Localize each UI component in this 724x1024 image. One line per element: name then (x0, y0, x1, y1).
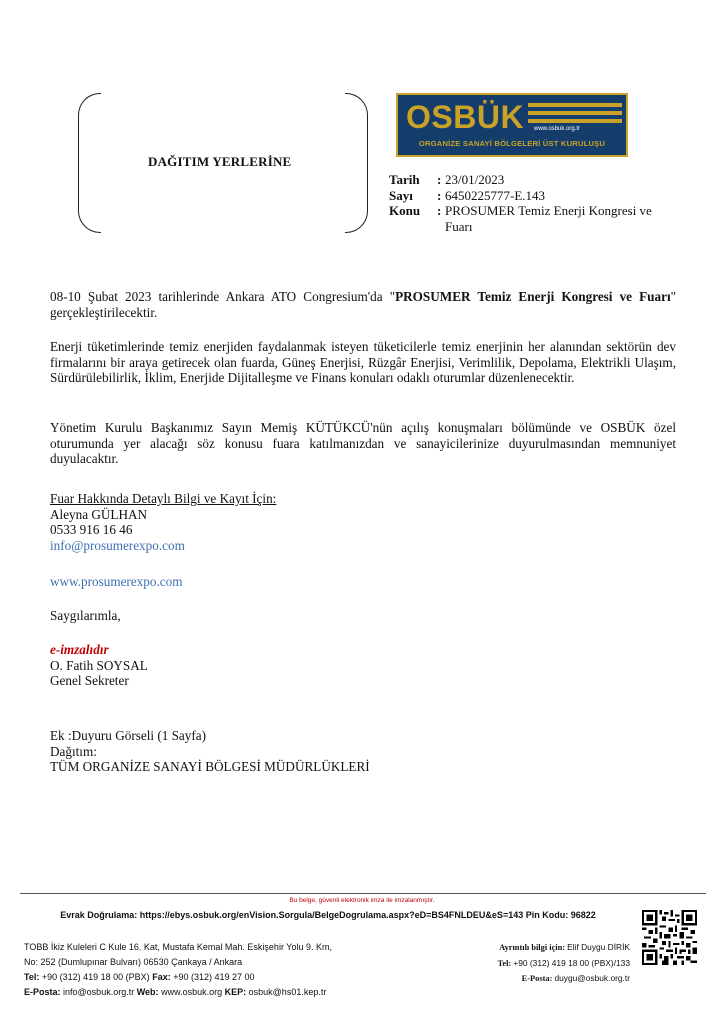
meta-date-row: Tarih : 23/01/2023 (389, 172, 677, 188)
logo-stripe (528, 111, 622, 115)
logo-word: OSBÜK (406, 99, 525, 135)
distribution-label: Dağıtım: (50, 743, 97, 759)
logo-url: www.osbuk.org.tr (534, 126, 581, 132)
address-bracket-left (78, 93, 101, 233)
document-verification: Evrak Doğrulama: https://ebys.osbuk.org/enVision.Sorgula/BelgeDogrulama.aspx?eD=BS4FNLDEU&eS=143 Pin Kodu: 96822 (60, 910, 596, 920)
info-person-line: Ayrıntılı bilgi için: Elif Duygu DİRİK (499, 942, 630, 952)
website-link[interactable]: www.prosumerexpo.com (50, 574, 183, 589)
footer-contact-person (420, 940, 630, 987)
email-web-kep-line: E-Posta: info@osbuk.org.tr Web: www.osbuk.org KEP: osbuk@hs01.kep.tr (24, 987, 327, 997)
paragraph-1: 08-10 Şubat 2023 tarihlerinde Ankara ATO Congresium'da "PROSUMER Temiz Enerji Kongresi ve Fuarı" gerçekleştirilecektir. (50, 289, 677, 320)
qr-code-icon (642, 910, 697, 965)
recipient: DAĞITIM YERLERİNE (148, 154, 292, 169)
footer-address (24, 940, 444, 1000)
footer-kep[interactable]: osbuk@hs01.kep.tr (248, 987, 327, 997)
footer-web[interactable]: www.osbuk.org (161, 987, 223, 997)
contact-phone: 0533 916 16 46 (50, 522, 133, 538)
e-signature-mark: e-imzalıdır (50, 642, 109, 657)
meta-number: 6450225777-E.143 (445, 187, 546, 203)
footer-divider (20, 893, 706, 894)
footer-email[interactable]: info@osbuk.org.tr (63, 987, 135, 997)
address-line-2: No: 252 (Dumlupınar Bulvarı) 06530 Çankaya / Ankara (24, 957, 243, 967)
logo-stripe (528, 119, 622, 123)
attachment: Ek :Duyuru Görseli (1 Sayfa) (50, 728, 207, 743)
contact-heading: Fuar Hakkında Detaylı Bilgi ve Kayıt İçin: (50, 491, 277, 506)
event-name: PROSUMER Temiz Enerji Kongresi ve Fuarı (395, 289, 671, 304)
meta-number-label: Sayı (389, 187, 413, 203)
meta-subject-label: Konu (389, 203, 421, 218)
e-signature-note: Bu belge, güvenli elektronik imza ile imzalanmıştır. (289, 897, 435, 904)
attachments-block (50, 728, 676, 775)
meta-number-row: Sayı : 6450225777-E.143 (389, 188, 677, 204)
info-tel-line: Tel: +90 (312) 419 18 00 (PBX)/133 (497, 957, 630, 968)
signatory-name: O. Fatih SOYSAL (50, 657, 148, 673)
paragraph-2: Enerji tüketimlerinde temiz enerjiden faydalanmak isteyen tüketicilerle temiz enerjinin her alanından sektörün dev firmalarını bir araya getirecek olan fuarda, Güneş Enerjisi, Rüzgâr Enerjisi, Verimlilik, Depolama, Elektrikli Ulaşım, Sürdürülebilirlik, İklim, Enerjide Dijitalleşme ve Finans konuları odaklı oturumlar düzenlenecektir. (50, 339, 676, 386)
signatory-title: Genel Sekreter (50, 673, 129, 689)
osbuk-logo (396, 93, 628, 157)
logo-stripe (528, 103, 622, 107)
signature-block (50, 642, 676, 689)
meta-date-label: Tarih (389, 172, 420, 187)
info-email-line: E-Posta: duygu@osbuk.org.tr (521, 973, 630, 983)
closing: Saygılarımla, (50, 608, 121, 623)
distribution: TÜM ORGANİZE SANAYİ BÖLGESİ MÜDÜRLÜKLERİ (50, 759, 370, 775)
contact-email-link[interactable]: info@prosumerexpo.com (50, 537, 185, 553)
paragraph-3: Yönetim Kurulu Başkanımız Sayın Memiş KÜTÜKCÜ'nün açılış konuşmaları bölümünde ve OSBÜK özel oturumunda yer alacağı söz konusu fuara katılmanızdan ve sanayicilerinize duyurulmasından memnuniyet duyulacaktır. (50, 420, 676, 467)
document-meta (389, 172, 677, 234)
logo-subtitle: ORGANİZE SANAYİ BÖLGELERİ ÜST KURULUŞU (418, 139, 606, 148)
address-line-1: TOBB İkiz Kuleleri C Kule 16. Kat, Mustafa Kemal Mah. Eskişehir Yolu 9. Km, (24, 942, 332, 952)
contact-name: Aleyna GÜLHAN (50, 506, 148, 522)
address-bracket-right (345, 93, 368, 233)
phone-fax-line: Tel: +90 (312) 419 18 00 (PBX) Fax: +90 (312) 419 27 00 (24, 972, 255, 982)
meta-subject-row: Konu : PROSUMER Temiz Enerji Kongresi ve Fuarı (389, 203, 677, 234)
contact-block (50, 491, 676, 553)
meta-date: 23/01/2023 (445, 172, 505, 187)
meta-subject: PROSUMER Temiz Enerji Kongresi ve Fuarı (445, 203, 652, 234)
